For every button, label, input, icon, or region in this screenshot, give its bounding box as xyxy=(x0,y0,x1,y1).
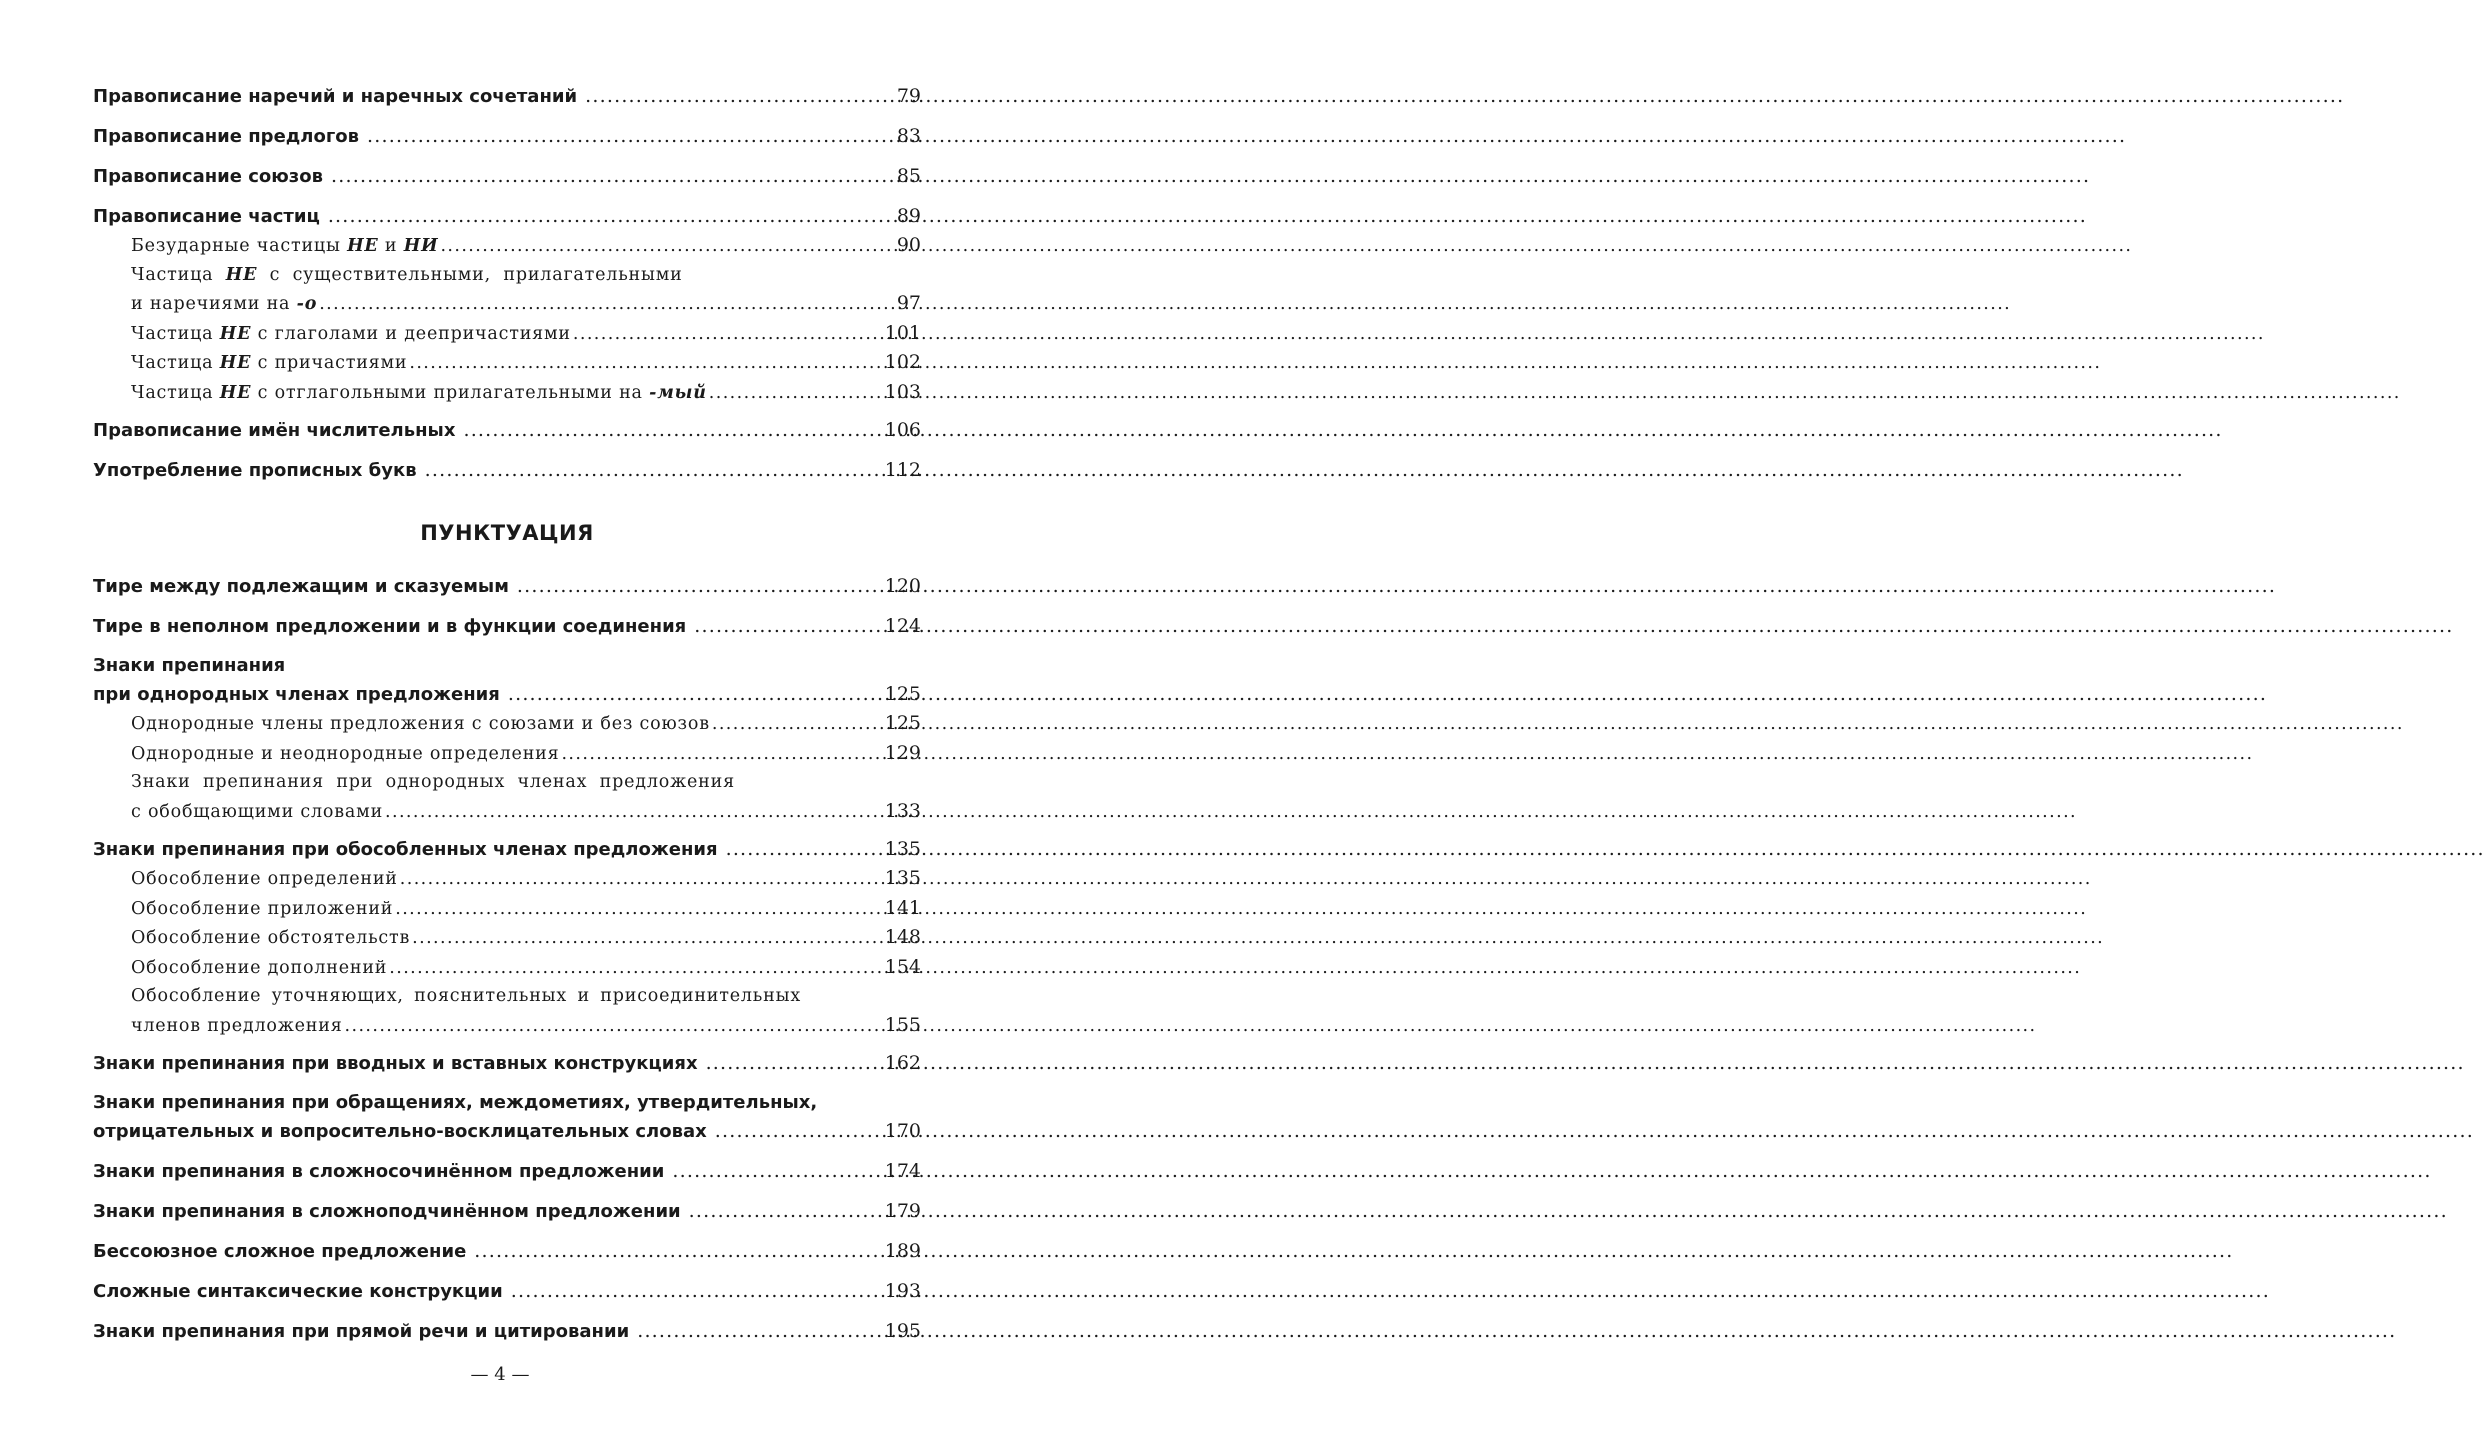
leader-dots xyxy=(511,1277,883,1305)
leader-dots xyxy=(474,1237,882,1265)
leader-dots xyxy=(561,740,882,769)
toc-subentry-line[interactable]: Знаки препинания при однородных членах предложения xyxy=(131,772,735,792)
toc-entry-page: 179 xyxy=(884,1200,921,1222)
toc-entry-title: Употребление прописных букв xyxy=(93,460,417,481)
leader-dots xyxy=(508,680,883,708)
toc-entry-title: Тире в неполном предложении и в функции соединения xyxy=(93,616,687,637)
toc-entry-page: 170 xyxy=(884,1120,921,1142)
toc-subentry-title: с обобщающими словами xyxy=(131,801,384,822)
toc-subentry-title: Частица НЕ с отглагольными прилагательными на -мый xyxy=(131,382,707,403)
toc-entry-page: 125 xyxy=(884,683,921,705)
toc-subentry-title: Обособление приложений xyxy=(131,898,394,919)
leader-dots xyxy=(706,1049,883,1077)
leader-dots xyxy=(328,202,895,230)
leader-dots xyxy=(409,349,882,378)
leader-dots xyxy=(319,290,895,319)
leader-dots xyxy=(385,798,883,827)
toc-subentry[interactable] xyxy=(93,378,921,408)
toc-entry-title: Правописание наречий и наречных сочетаний xyxy=(93,86,578,107)
toc-subentry-page: 135 xyxy=(884,867,921,889)
toc-entry-title: Правописание предлогов xyxy=(93,126,360,147)
toc-entry-title: Знаки препинания при обособленных членах предложения xyxy=(93,839,718,860)
table-of-contents xyxy=(93,82,921,1346)
toc-entry-title: Правописание имён числительных xyxy=(93,420,456,441)
toc-subentry[interactable] xyxy=(93,231,921,261)
toc-subentry[interactable] xyxy=(93,739,921,769)
toc-entry-title: при однородных членах предложения xyxy=(93,684,500,705)
toc-entry-page: 83 xyxy=(896,125,921,147)
toc-subentry[interactable] xyxy=(93,1011,921,1041)
toc-entry-page: 85 xyxy=(896,165,921,187)
toc-subentry-line[interactable]: Частица НЕ с существительными, прилагательными xyxy=(131,264,683,285)
leader-dots xyxy=(672,1157,882,1185)
toc-subentry-page: 101 xyxy=(884,321,921,344)
leader-dots xyxy=(425,456,883,484)
toc-subentry-title: членов предложения xyxy=(131,1015,343,1036)
toc-entry[interactable] xyxy=(93,1157,921,1186)
leader-dots xyxy=(709,379,883,408)
toc-entry[interactable] xyxy=(93,456,921,485)
toc-entry-title: Знаки препинания при вводных и вставных конструкциях xyxy=(93,1053,698,1074)
toc-entry[interactable] xyxy=(93,1197,921,1226)
leader-dots xyxy=(345,1012,883,1041)
toc-entry-page: 195 xyxy=(884,1320,921,1342)
toc-entry-title: Правописание союзов xyxy=(93,166,323,187)
toc-subentry-title: Обособление обстоятельств xyxy=(131,928,411,948)
toc-subentry[interactable] xyxy=(93,709,921,739)
toc-entry-page: 162 xyxy=(884,1052,921,1074)
toc-entry-title: Правописание частиц xyxy=(93,206,320,227)
toc-subentry[interactable] xyxy=(93,864,921,894)
toc-entry-page: 79 xyxy=(896,85,921,107)
leader-dots xyxy=(463,416,882,444)
toc-entry-title: Тире между подлежащим и сказуемым xyxy=(93,576,509,597)
toc-entry[interactable] xyxy=(93,835,921,864)
toc-subentry-page: 102 xyxy=(884,351,921,373)
toc-subentry-line[interactable]: Обособление уточняющих, пояснительных и присоединительных xyxy=(131,986,801,1006)
toc-subentry-page: 148 xyxy=(884,926,921,948)
toc-subentry-page: 133 xyxy=(884,799,921,822)
toc-subentry[interactable] xyxy=(93,894,921,924)
toc-subentry-title: Безударные частицы НЕ и НИ xyxy=(131,236,439,256)
leader-dots xyxy=(694,612,882,640)
toc-subentry-page: 154 xyxy=(884,955,921,978)
toc-subentry-title: Обособление дополнений xyxy=(131,957,388,978)
section-title: ПУНКТУАЦИЯ xyxy=(420,521,594,545)
leader-dots xyxy=(726,835,883,863)
toc-entry-page: 135 xyxy=(884,838,921,860)
toc-subentry-page: 125 xyxy=(884,712,921,734)
toc-entry[interactable] xyxy=(93,416,921,445)
leader-dots xyxy=(715,1117,883,1145)
toc-entry-page: 112 xyxy=(884,459,921,481)
toc-entry-title: Знаки препинания при прямой речи и цитировании xyxy=(93,1321,630,1342)
toc-subentry-page: 103 xyxy=(884,380,921,403)
toc-entry[interactable] xyxy=(93,1049,921,1078)
toc-entry[interactable] xyxy=(93,1277,921,1306)
toc-entry[interactable] xyxy=(93,612,921,641)
toc-entry-title: Знаки препинания в сложносочинённом предложении xyxy=(93,1161,665,1182)
toc-entry[interactable] xyxy=(93,1117,921,1146)
toc-subentry-title: Однородные члены предложения с союзами и без союзов xyxy=(131,714,710,734)
leader-dots xyxy=(573,320,883,349)
leader-dots xyxy=(389,954,882,983)
toc-entry-page: 174 xyxy=(884,1160,921,1182)
toc-subentry-title: Однородные и неоднородные определения xyxy=(131,743,560,764)
toc-subentry-page: 141 xyxy=(884,896,921,919)
leader-dots xyxy=(331,162,895,190)
toc-entry-line[interactable]: Знаки препинания xyxy=(93,655,286,676)
toc-subentry-title: Частица НЕ с причастиями xyxy=(131,353,408,373)
toc-entry-page: 106 xyxy=(884,419,921,441)
leader-dots xyxy=(637,1317,883,1345)
toc-entry-page: 124 xyxy=(884,615,921,637)
toc-entry[interactable] xyxy=(93,82,921,111)
leader-dots xyxy=(395,895,882,924)
toc-entry-page: 193 xyxy=(884,1280,921,1302)
toc-subentry-title: и наречиями на -о xyxy=(131,294,318,314)
leader-dots xyxy=(585,82,895,110)
toc-subentry-page: 97 xyxy=(896,292,921,314)
toc-entry-page: 189 xyxy=(884,1240,921,1262)
toc-subentry[interactable] xyxy=(93,923,921,953)
leader-dots xyxy=(412,924,883,953)
toc-entry[interactable] xyxy=(93,680,921,709)
toc-entry[interactable] xyxy=(93,1317,921,1346)
toc-subentry-page: 155 xyxy=(884,1013,921,1036)
toc-entry[interactable] xyxy=(93,122,921,151)
leader-dots xyxy=(689,1197,883,1225)
leader-dots xyxy=(367,122,895,150)
toc-entry-page: 89 xyxy=(896,205,921,227)
toc-subentry-page: 90 xyxy=(896,234,921,256)
toc-entry[interactable] xyxy=(93,202,921,231)
toc-subentry[interactable] xyxy=(93,319,921,349)
leader-dots xyxy=(440,232,894,261)
toc-entry-page: 120 xyxy=(884,575,921,597)
toc-subentry-title: Частица НЕ с глаголами и деепричастиями xyxy=(131,323,571,344)
toc-entry-title: Бессоюзное сложное предложение xyxy=(93,1241,467,1262)
toc-subentry[interactable] xyxy=(93,953,921,983)
page xyxy=(0,0,1000,1455)
toc-subentry[interactable] xyxy=(93,348,921,378)
page-number: — 4 — xyxy=(470,1364,530,1385)
toc-entry[interactable] xyxy=(93,572,921,601)
toc-subentry[interactable] xyxy=(93,797,921,827)
toc-entry[interactable] xyxy=(93,1237,921,1266)
toc-entry-title: отрицательных и вопросительно-восклицательных словах xyxy=(93,1121,707,1142)
toc-entry-title: Знаки препинания в сложноподчинённом предложении xyxy=(93,1201,681,1222)
toc-entry-line[interactable]: Знаки препинания при обращениях, междометиях, утвердительных, xyxy=(93,1092,818,1113)
toc-entry[interactable] xyxy=(93,162,921,191)
toc-subentry-title: Обособление определений xyxy=(131,869,398,889)
toc-entry-title: Сложные синтаксические конструкции xyxy=(93,1281,503,1302)
leader-dots xyxy=(712,710,883,739)
toc-subentry-page: 129 xyxy=(884,741,921,764)
leader-dots xyxy=(400,865,883,894)
leader-dots xyxy=(517,572,883,600)
toc-subentry[interactable] xyxy=(93,289,921,319)
